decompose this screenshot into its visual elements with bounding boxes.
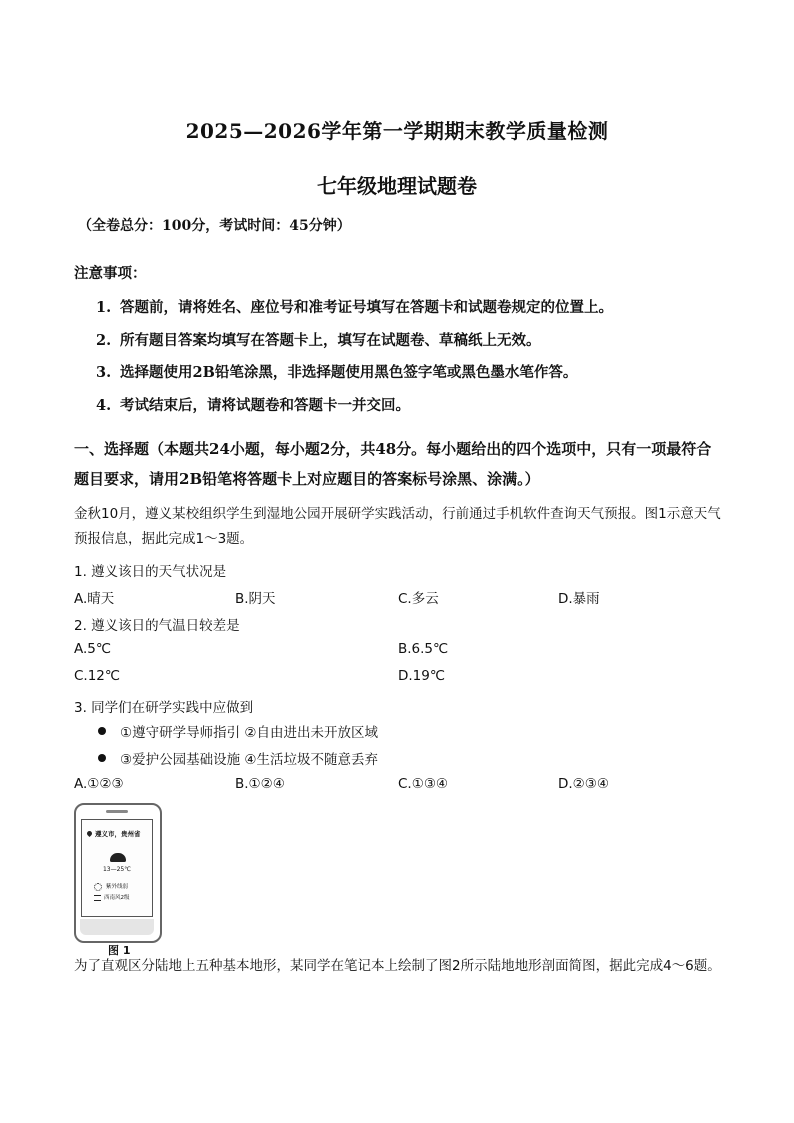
option-c: C.12℃ [74,668,121,684]
statement-text: ③爱护公园基础设施 ④生活垃圾不随意丢弃 [120,752,378,768]
notice-item [96,329,541,350]
option-b: B.阴天 [235,591,276,607]
option-a: A.5℃ [74,641,112,657]
exam-subtitle: 七年级地理试题卷 [317,174,477,198]
cloud-icon [110,853,126,862]
question-stem: 2. 遵义该日的气温日较差是 [74,618,240,634]
phone-screen [81,819,153,917]
option-b: B.6.5℃ [398,641,449,657]
option-d: D.19℃ [398,668,446,684]
notice-number: 4. [96,397,112,414]
figure-caption: 图 1 [108,944,131,957]
bullet-icon [98,727,106,735]
uv-text: 紫外线弱 [106,884,129,890]
exam-meta: （全卷总分：100分，考试时间：45分钟） [78,218,351,234]
option-c: C.多云 [398,591,439,607]
option-a: A.晴天 [74,591,115,607]
option-d: D.②③④ [558,776,609,792]
sun-icon [94,883,102,891]
wind-icon [94,895,101,901]
question-stem: 3. 同学们在研学实践中应做到 [74,700,254,716]
notice-text: 选择题使用2B铅笔涂黑，非选择题使用黑色签字笔或黑色墨水笔作答。 [120,364,578,381]
statement-item [98,748,378,768]
notice-item [96,296,613,317]
notice-item [96,361,577,382]
option-b: B.①②④ [235,776,285,792]
notice-heading: 注意事项： [74,265,147,282]
intro-paragraph: 为了直观区分陆地上五种基本地形，某同学在笔记本上绘制了图2所示陆地地形剖面简图，据此完成4～6题。 [74,958,721,974]
wind-info [94,893,130,901]
temperature-range: 13—25℃ [102,866,131,873]
location-pin-icon [86,830,93,837]
phone-bottom-bar [80,919,154,935]
phone-figure [74,803,162,943]
phone-speaker [106,810,128,813]
location-label [87,829,141,838]
notice-number: 3. [96,364,112,381]
question-stem: 1. 遵义该日的天气状况是 [74,564,227,580]
exam-title: 2025—2026学年第一学期期末教学质量检测 [185,119,609,143]
statement-text: ①遵守研学导师指引 ②自由进出未开放区域 [120,725,378,741]
option-c: C.①③④ [398,776,449,792]
location-text: 遵义市，贵州省 [95,830,141,838]
section-heading: 一、选择题（本题共24小题，每小题2分，共48分。每小题给出的四个选项中，只有一项最符合题目要求，请用2B铅笔将答题卡上对应题目的答案标号涂黑、涂满。） [74,440,712,488]
notice-number: 2. [96,332,112,349]
statement-item [98,721,378,741]
option-d: D.暴雨 [558,591,600,607]
option-a: A.①②③ [74,776,124,792]
intro-paragraph: 金秋10月，遵义某校组织学生到湿地公园开展研学实践活动，行前通过手机软件查询天气预报。图1示意天气预报信息，据此完成1～3题。 [74,506,721,547]
notice-text: 答题前，请将姓名、座位号和准考证号填写在答题卡和试题卷规定的位置上。 [120,299,613,316]
notice-item [96,394,410,415]
notice-number: 1. [96,299,112,316]
notice-text: 所有题目答案均填写在答题卡上，填写在试题卷、草稿纸上无效。 [120,332,541,349]
wind-text: 西南风2级 [104,895,130,901]
notice-text: 考试结束后，请将试题卷和答题卡一并交回。 [120,397,410,414]
uv-info [94,882,128,891]
bullet-icon [98,754,106,762]
